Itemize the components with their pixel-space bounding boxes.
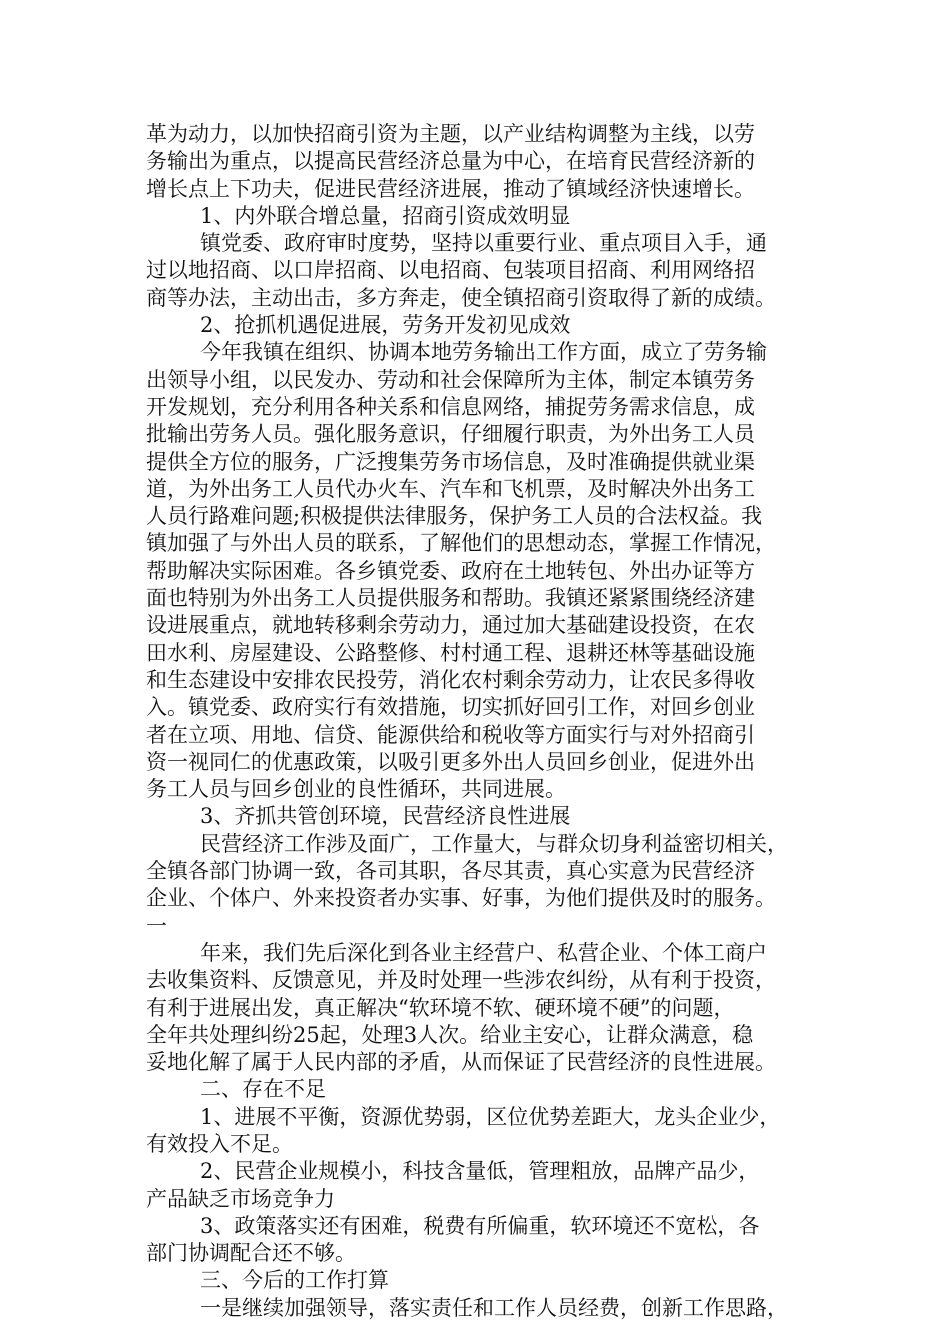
- text-line: 务输出为重点，以提高民营经济总量为中心，在培育民营经济新的: [146, 149, 755, 174]
- text-line: 入。镇党委、政府实行有效措施，切实抓好回引工作，对回乡创业: [146, 695, 755, 720]
- text-line: 3、政策落实还有困难，税费有所偏重，软环境还不宽松，各: [200, 1213, 760, 1238]
- text-line: 增长点上下功夫，促进民营经济进展，推动了镇域经济快速增长。: [146, 176, 755, 201]
- text-line: 有效投入不足。: [146, 1131, 293, 1156]
- text-line: 提供全方位的服务，广泛搜集劳务市场信息，及时准确提供就业渠: [146, 449, 755, 474]
- text-line: 和生态建设中安排农民投劳，消化农村剩余劳动力，让农民多得收: [146, 667, 755, 692]
- text-line: 者在立项、用地、信贷、能源供给和税收等方面实行与对外招商引: [146, 722, 755, 747]
- body-text: [146, 121, 826, 1322]
- text-line: 镇党委、政府审时度势，坚持以重要行业、重点项目入手，通: [200, 231, 767, 256]
- text-line: 面也特别为外出务工人员提供服务和帮助。我镇还紧紧围绕经济建: [146, 586, 755, 611]
- text-line: 镇加强了与外出人员的联系，了解他们的思想动态，掌握工作情况，: [146, 531, 776, 556]
- text-line: 设进展重点，就地转移剩余劳动力，通过加大基础建设投资，在农: [146, 613, 755, 638]
- text-line: 去收集资料、反馈意见，并及时处理一些涉农纠纷，从有利于投资，: [146, 968, 776, 993]
- section-heading: 1、内外联合增总量，招商引资成效明显: [200, 203, 571, 228]
- text-line: 过以地招商、以口岸招商、以电招商、包装项目招商、利用网络招: [146, 258, 755, 283]
- text-line: 开发规划，充分利用各种关系和信息网络，捕捉劳务需求信息，成: [146, 394, 755, 419]
- text-line: 务工人员与回乡创业的良性循环，共同进展。: [146, 777, 566, 802]
- text-line: 企业、个体户、外来投资者办实事、好事，为他们提供及时的服务。: [146, 886, 776, 911]
- text-line: 一是继续加强领导，落实责任和工作人员经费，创新工作思路，: [200, 1295, 788, 1320]
- text-line: 出领导小组，以民发办、劳动和社会保障所为主体，制定本镇劳务: [146, 367, 755, 392]
- text-line: 今年我镇在组织、协调本地劳务输出工作方面，成立了劳务输: [200, 340, 767, 365]
- text-line: 田水利、房屋建设、公路整修、村村通工程、退耕还林等基础设施: [146, 640, 755, 665]
- section-heading: 二、存在不足: [200, 1077, 326, 1102]
- text-line: 全年共处理纠纷25起，处理3人次。给业主安心，让群众满意，稳: [146, 1022, 754, 1047]
- text-line: 商等办法，主动出击，多方奔走，使全镇招商引资取得了新的成绩。: [146, 285, 776, 310]
- text-line: 革为动力，以加快招商引资为主题，以产业结构调整为主线，以劳: [146, 122, 755, 146]
- text-line: 年来，我们先后深化到各业主经营户、私营企业、个体工商户: [200, 940, 767, 965]
- text-line: 1、进展不平衡，资源优势弱，区位优势差距大，龙头企业少，: [200, 1104, 781, 1129]
- text-line: 道，为外出务工人员代办火车、汽车和飞机票，及时解决外出务工: [146, 476, 755, 501]
- section-heading: 3、齐抓共管创环境，民营经济良性进展: [200, 804, 571, 829]
- text-line: 人员行路难问题;积极提供法律服务，保护务工人员的合法权益。我: [146, 504, 763, 529]
- text-line: 一: [146, 913, 167, 938]
- text-line: 有利于进展出发，真正解决“软环境不软、硬环境不硬”的问题，: [146, 995, 735, 1020]
- text-line: 帮助解决实际困难。各乡镇党委、政府在土地转包、外出办证等方: [146, 558, 755, 583]
- section-heading: 三、今后的工作打算: [200, 1268, 389, 1293]
- text-line: 资一视同仁的优惠政策，以吸引更多外出人员回乡创业，促进外出: [146, 749, 755, 774]
- text-line: 产品缺乏市场竞争力: [146, 1186, 335, 1211]
- text-line: 民营经济工作涉及面广，工作量大，与群众切身利益密切相关，: [200, 831, 788, 856]
- text-line: 部门协调配合还不够。: [146, 1241, 356, 1266]
- section-heading: 2、抢抓机遇促进展，劳务开发初见成效: [200, 313, 571, 338]
- text-line: 批输出劳务人员。强化服务意识，仔细履行职责，为外出务工人员: [146, 422, 755, 447]
- text-line: 全镇各部门协调一致，各司其职，各尽其责，真心实意为民营经济: [146, 859, 755, 884]
- text-line: 妥地化解了属于人民内部的矛盾，从而保证了民营经济的良性进展。: [146, 1050, 776, 1075]
- text-line: 2、民营企业规模小，科技含量低，管理粗放，品牌产品少，: [200, 1159, 760, 1184]
